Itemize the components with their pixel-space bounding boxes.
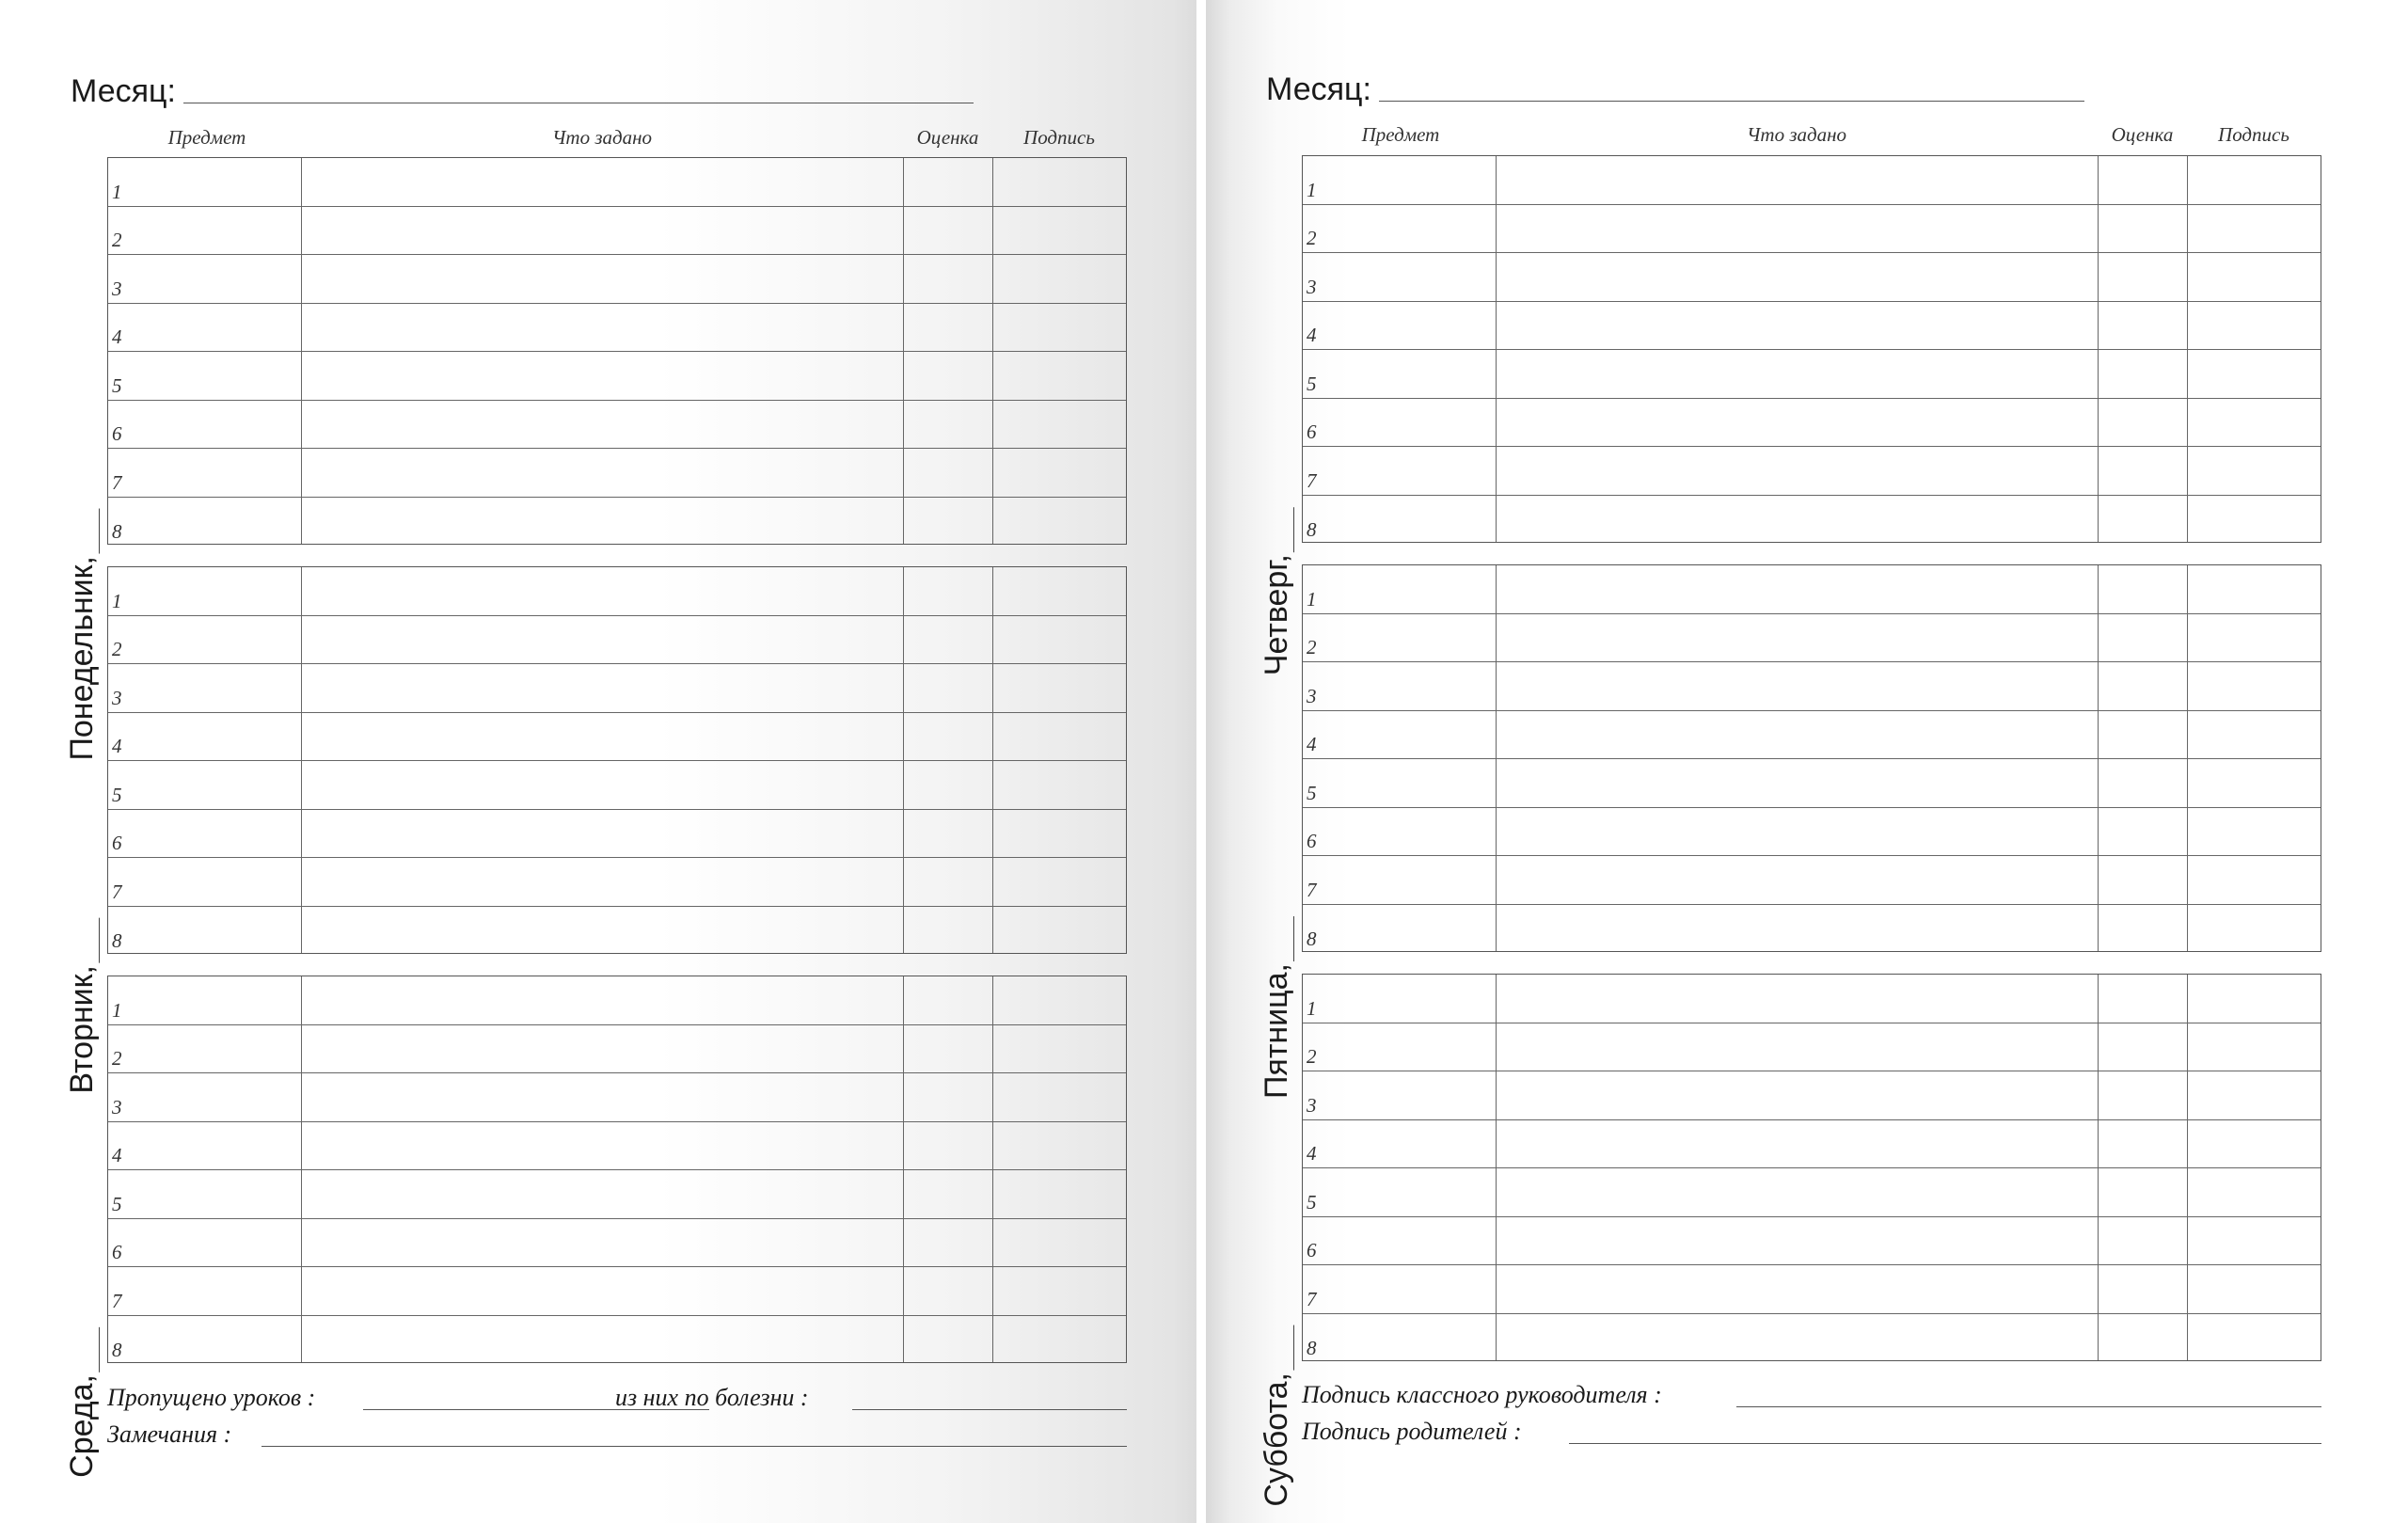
diary-left-page: [0, 0, 1196, 1523]
lesson-row[interactable]: [108, 1316, 1126, 1365]
day-date-line[interactable]: [1265, 916, 1294, 961]
row-number: 3: [1307, 1093, 1317, 1117]
row-number: 1: [1307, 996, 1317, 1020]
notes-label: Замечания :: [107, 1420, 232, 1448]
lesson-row[interactable]: [1303, 856, 2321, 905]
column-header-signature: Подпись: [2218, 123, 2289, 146]
day-label-friday: Пятница,: [1259, 916, 1294, 1099]
day-date-line[interactable]: [1265, 1325, 1294, 1371]
day-date-line[interactable]: [71, 918, 100, 963]
column-header-subject: Предмет: [167, 126, 246, 149]
day-label-thursday: Четверг,: [1259, 507, 1294, 675]
day-block-thursday: [1259, 155, 2321, 676]
lesson-row[interactable]: [108, 1073, 1126, 1122]
lesson-row[interactable]: [108, 1170, 1126, 1219]
lesson-row[interactable]: [108, 449, 1126, 498]
row-number: 3: [112, 1095, 122, 1118]
row-number: 4: [112, 325, 122, 348]
lesson-row[interactable]: [108, 664, 1126, 713]
day-label-monday: Понедельник,: [64, 509, 100, 761]
row-number: 6: [1307, 1239, 1317, 1261]
teacher-signature-line[interactable]: [1736, 1406, 2321, 1407]
lesson-row[interactable]: [1303, 1120, 2321, 1169]
row-number: 8: [112, 929, 122, 952]
row-number: 5: [1307, 372, 1317, 395]
row-number: 7: [1307, 1287, 1317, 1310]
lesson-row[interactable]: [1303, 614, 2321, 663]
lesson-row[interactable]: [1303, 975, 2321, 1023]
lesson-row[interactable]: [1303, 905, 2321, 954]
lesson-row[interactable]: [1303, 1217, 2321, 1266]
row-number: 2: [1307, 1045, 1317, 1068]
lesson-row[interactable]: [1303, 302, 2321, 351]
row-number: 5: [112, 1192, 122, 1215]
lesson-row[interactable]: [108, 858, 1126, 907]
lesson-row[interactable]: [108, 304, 1126, 353]
row-number: 8: [1307, 1337, 1317, 1359]
day-date-line[interactable]: [71, 509, 100, 554]
day-label-saturday: Суббота,: [1259, 1325, 1294, 1507]
row-number: 3: [112, 686, 122, 709]
row-number: 4: [1307, 733, 1317, 755]
parents-signature-field: [1302, 1418, 2321, 1450]
teacher-signature-label: Подпись классного руководителя :: [1302, 1381, 1662, 1408]
row-number: 7: [112, 470, 122, 494]
lesson-row[interactable]: [108, 810, 1126, 859]
month-label: Месяц:: [1266, 71, 1371, 107]
lesson-row[interactable]: [108, 616, 1126, 665]
row-number: 2: [112, 638, 122, 660]
lesson-row[interactable]: [108, 401, 1126, 450]
row-number: 7: [112, 1289, 122, 1312]
lesson-row[interactable]: [108, 567, 1126, 616]
row-number: 4: [112, 735, 122, 757]
lesson-row[interactable]: [108, 1122, 1126, 1171]
missed-lessons-field: [107, 1384, 1127, 1416]
lesson-row[interactable]: [1303, 350, 2321, 399]
row-number: 2: [1307, 227, 1317, 249]
lesson-row[interactable]: [1303, 156, 2321, 205]
column-header-assigned: Что задано: [1746, 123, 1847, 146]
lesson-row[interactable]: [108, 498, 1126, 547]
row-number: 1: [1307, 178, 1317, 201]
lesson-row[interactable]: [1303, 808, 2321, 857]
day-label-wednesday: Среда,: [64, 1327, 100, 1478]
missed-lessons-label: Пропущено уроков :: [107, 1384, 316, 1411]
row-number: 3: [112, 277, 122, 300]
day-date-line[interactable]: [71, 1327, 100, 1372]
column-header-grade: Оценка: [2111, 123, 2174, 146]
day-label-tuesday: Вторник,: [64, 918, 100, 1094]
row-number: 1: [112, 998, 122, 1022]
sick-lessons-line[interactable]: [852, 1409, 1127, 1410]
month-field: [71, 73, 908, 115]
row-number: 6: [1307, 830, 1317, 852]
column-header-grade: Оценка: [916, 126, 979, 149]
row-number: 5: [1307, 781, 1317, 804]
row-number: 3: [1307, 275, 1317, 298]
row-number: 7: [1307, 468, 1317, 492]
lesson-row[interactable]: [1303, 1168, 2321, 1217]
lesson-row[interactable]: [1303, 1265, 2321, 1314]
lesson-row[interactable]: [108, 207, 1126, 256]
lesson-row[interactable]: [108, 907, 1126, 956]
lesson-row[interactable]: [108, 158, 1126, 207]
row-number: 4: [1307, 1142, 1317, 1165]
column-header-subject: Предмет: [1361, 123, 1440, 146]
book-gutter: [1196, 0, 1206, 1523]
lesson-table-friday: [1302, 564, 2321, 952]
row-number: 6: [1307, 420, 1317, 443]
lesson-row[interactable]: [108, 1267, 1126, 1316]
lesson-row[interactable]: [1303, 711, 2321, 760]
column-header-signature: Подпись: [1023, 126, 1095, 149]
row-number: 8: [1307, 518, 1317, 541]
sick-lessons-label: из них по болезни :: [615, 1384, 809, 1411]
notes-field: [107, 1420, 1127, 1452]
lesson-row[interactable]: [1303, 565, 2321, 614]
row-number: 7: [1307, 878, 1317, 901]
lesson-row[interactable]: [108, 713, 1126, 762]
row-number: 1: [112, 180, 122, 203]
lesson-row[interactable]: [1303, 1071, 2321, 1120]
lesson-row[interactable]: [108, 976, 1126, 1025]
lesson-table-tuesday: [107, 566, 1127, 954]
lesson-row[interactable]: [108, 255, 1126, 304]
month-input-line[interactable]: [1379, 101, 2084, 102]
row-number: 4: [112, 1144, 122, 1166]
row-number: 7: [112, 880, 122, 903]
row-number: 5: [112, 783, 122, 806]
day-block-monday: [64, 157, 1127, 761]
column-header-assigned: Что задано: [551, 126, 653, 149]
lesson-table-wednesday: [107, 976, 1127, 1363]
lesson-table-monday: [107, 157, 1127, 545]
parents-signature-line[interactable]: [1569, 1443, 2321, 1444]
row-number: 3: [1307, 684, 1317, 707]
lesson-row[interactable]: [1303, 1023, 2321, 1072]
diary-right-page: [1206, 0, 2408, 1523]
day-date-line[interactable]: [1265, 507, 1294, 552]
row-number: 6: [112, 832, 122, 854]
row-number: 1: [112, 589, 122, 612]
lesson-row[interactable]: [1303, 662, 2321, 711]
lesson-row[interactable]: [1303, 253, 2321, 302]
month-field: [1266, 71, 2103, 113]
teacher-signature-field: [1302, 1381, 2321, 1413]
row-number: 5: [112, 373, 122, 397]
lesson-row[interactable]: [1303, 399, 2321, 448]
lesson-row[interactable]: [1303, 447, 2321, 496]
lesson-row[interactable]: [1303, 205, 2321, 254]
day-block-friday: [1259, 564, 2321, 1100]
row-number: 5: [1307, 1190, 1317, 1214]
lesson-row[interactable]: [108, 1219, 1126, 1268]
lesson-row[interactable]: [1303, 759, 2321, 808]
parents-signature-label: Подпись родителей :: [1302, 1418, 1522, 1445]
row-number: 8: [112, 1339, 122, 1361]
day-block-tuesday: [64, 566, 1127, 1094]
month-label: Месяц:: [71, 73, 176, 109]
lesson-row[interactable]: [108, 352, 1126, 401]
lesson-row[interactable]: [108, 761, 1126, 810]
lesson-row[interactable]: [1303, 496, 2321, 545]
row-number: 6: [112, 422, 122, 445]
row-number: 8: [112, 520, 122, 543]
notes-line[interactable]: [261, 1446, 1127, 1447]
lesson-row[interactable]: [108, 1025, 1126, 1074]
row-number: 6: [112, 1241, 122, 1263]
lesson-row[interactable]: [1303, 1314, 2321, 1363]
row-number: 2: [112, 229, 122, 251]
lesson-table-thursday: [1302, 155, 2321, 543]
row-number: 1: [1307, 587, 1317, 611]
row-number: 4: [1307, 324, 1317, 346]
row-number: 2: [112, 1047, 122, 1070]
row-number: 2: [1307, 636, 1317, 658]
row-number: 8: [1307, 928, 1317, 950]
lesson-table-saturday: [1302, 974, 2321, 1361]
